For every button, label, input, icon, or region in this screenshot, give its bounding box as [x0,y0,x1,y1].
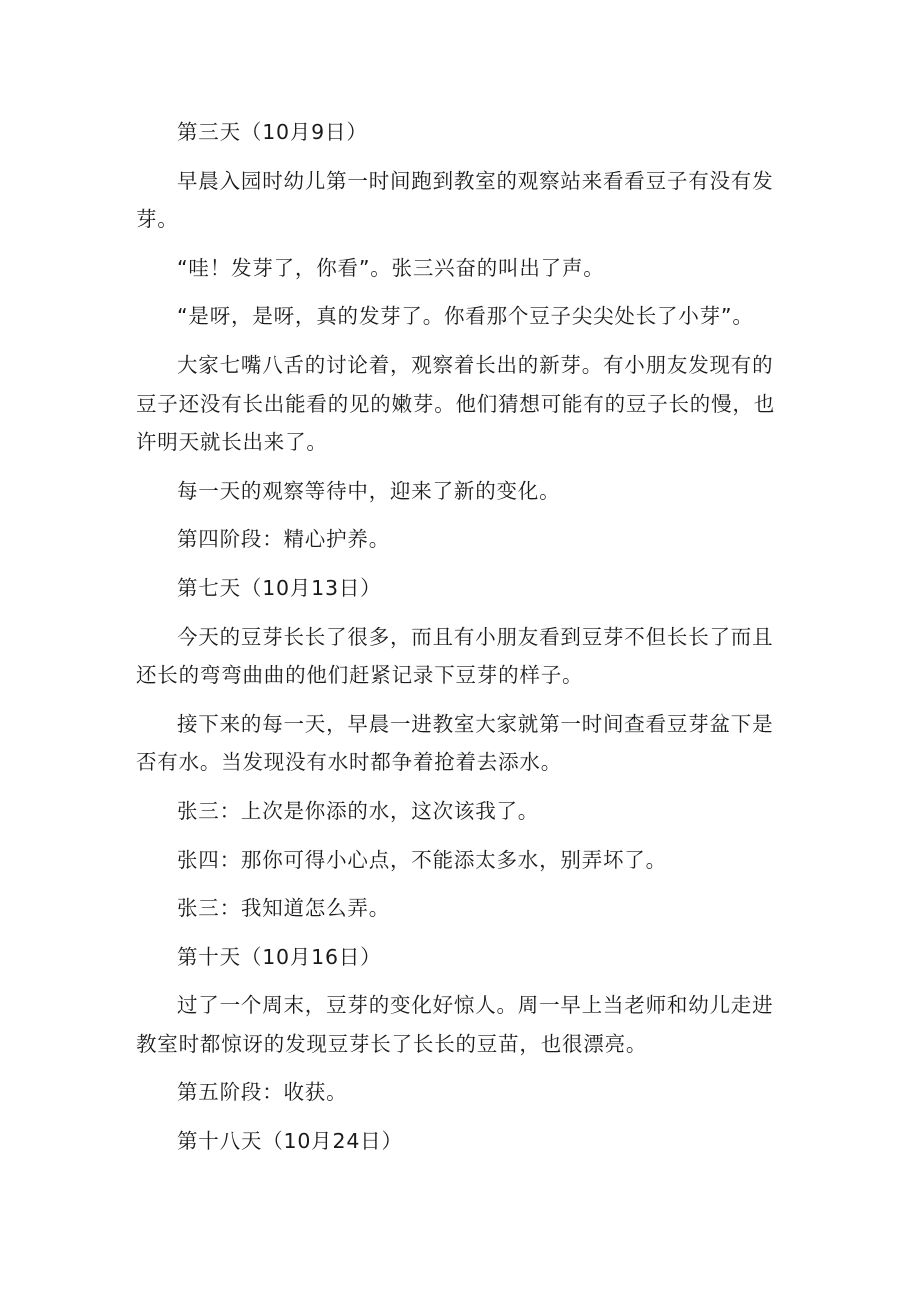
document-body [136,113,786,1171]
paragraph-day10-heading: 第十天（10月16日） [177,944,382,969]
paragraph-dialogue-zhangsan-2: 张三：我知道怎么弄。 [177,896,390,921]
paragraph-zhangsan-exclaim: “哇！发芽了，你看”。张三兴奋的叫出了声。 [177,255,605,280]
paragraph-day7-heading: 第七天（10月13日） [177,575,382,600]
paragraph-stage5-heading: 第五阶段：收获。 [177,1080,348,1105]
paragraph-morning-check: 早晨入园时幼儿第一时间跑到教室的观察站来看看豆子有没有发芽。 [136,168,774,232]
paragraph-discussion: 大家七嘴八舌的讨论着，观察着长出的新芽。有小朋友发现有的豆子还没有长出能看的见的嫩芽。他们猜想可能有的豆子长的慢，也许明天就长出来了。 [136,352,775,455]
paragraph-day10-body: 过了一个周末，豆芽的变化好惊人。周一早上当老师和幼儿走进教室时都惊讶的发现豆芽长了长长的豆苗，也很漂亮。 [136,993,774,1056]
paragraph-dialogue-zhangsan-1: 张三：上次是你添的水，这次该我了。 [177,798,540,823]
paragraph-day3-heading: 第三天（10月9日） [177,120,368,144]
paragraph-day7-body: 今天的豆芽长长了很多，而且有小朋友看到豆芽不但长长了而且还长的弯弯曲曲的他们赶紧记录下豆芽的样子。 [136,624,774,688]
paragraph-sprout-reply: “是呀，是呀，真的发芽了。你看那个豆子尖尖处长了小芽”。 [177,304,754,329]
paragraph-stage4-heading: 第四阶段：精心护养。 [177,527,390,552]
paragraph-daily-change: 每一天的观察等待中，迎来了新的变化。 [177,478,561,503]
paragraph-watering: 接下来的每一天，早晨一进教室大家就第一时间查看豆芽盆下是否有水。当发现没有水时都争着抢着去添水。 [136,711,774,775]
paragraph-dialogue-zhangsi: 张四：那你可得小心点，不能添太多水，别弄坏了。 [177,847,667,872]
paragraph-day18-heading: 第十八天（10月24日） [177,1129,403,1154]
